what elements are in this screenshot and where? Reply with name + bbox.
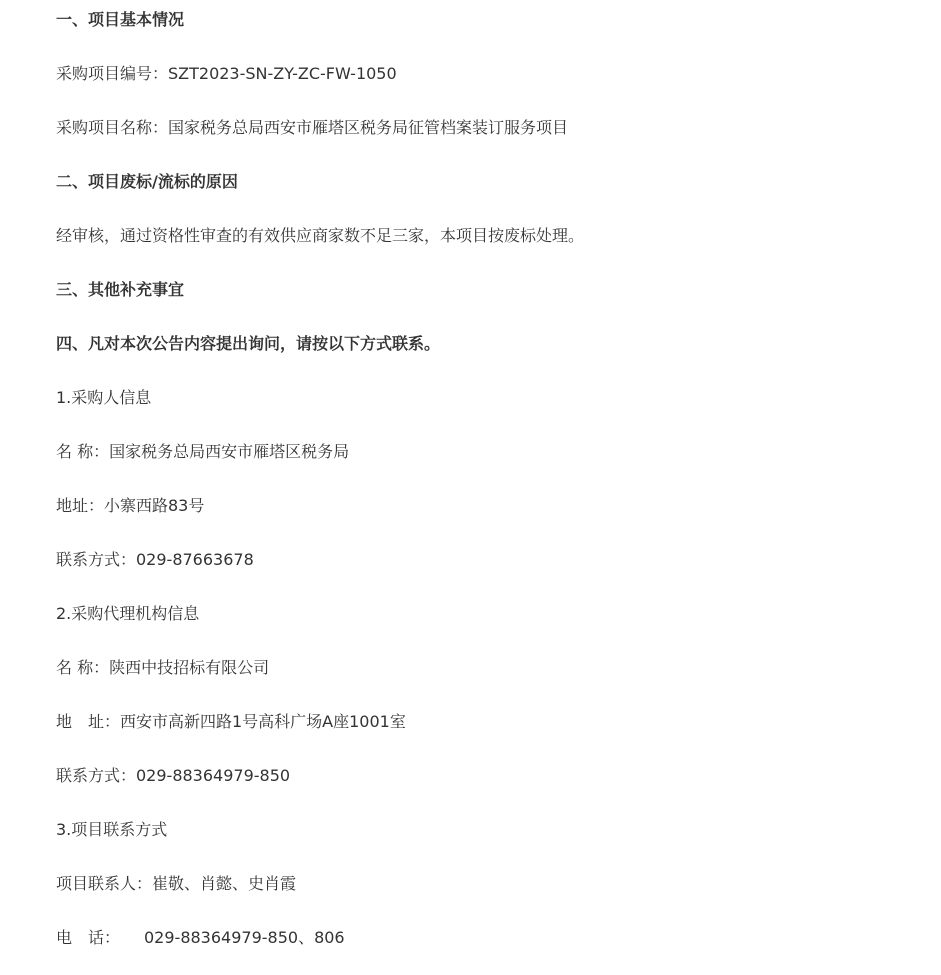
project-number: 采购项目编号：SZT2023-SN-ZY-ZC-FW-1050 — [56, 64, 397, 83]
project-name: 采购项目名称：国家税务总局西安市雁塔区税务局征管档案装订服务项目 — [56, 118, 569, 137]
agency-name: 名 称：陕西中技招标有限公司 — [56, 658, 270, 677]
purchaser-contact: 联系方式：029-87663678 — [56, 550, 254, 569]
section-heading-abort-reason: 二、项目废标/流标的原因 — [56, 172, 238, 191]
agency-address: 地 址：西安市高新四路1号高科广场A座1001室 — [56, 712, 406, 731]
agency-contact: 联系方式：029-88364979-850 — [56, 766, 291, 785]
section-heading-basic-info: 一、项目基本情况 — [56, 10, 185, 29]
project-contact-title: 3.项目联系方式 — [56, 820, 168, 839]
project-contact-phone: 电 话： 029-88364979-850、806 — [56, 928, 345, 947]
project-contact-person: 项目联系人：崔敬、肖懿、史肖霞 — [56, 874, 297, 893]
abort-reason-text: 经审核，通过资格性审查的有效供应商家数不足三家，本项目按废标处理。 — [56, 226, 585, 245]
purchaser-info-title: 1.采购人信息 — [56, 388, 152, 407]
purchaser-name: 名 称：国家税务总局西安市雁塔区税务局 — [56, 442, 350, 461]
purchaser-address: 地址：小寨西路83号 — [56, 496, 205, 515]
agency-info-title: 2.采购代理机构信息 — [56, 604, 200, 623]
section-heading-contact: 四、凡对本次公告内容提出询问，请按以下方式联系。 — [56, 334, 441, 353]
section-heading-other-matters: 三、其他补充事宜 — [56, 280, 185, 299]
